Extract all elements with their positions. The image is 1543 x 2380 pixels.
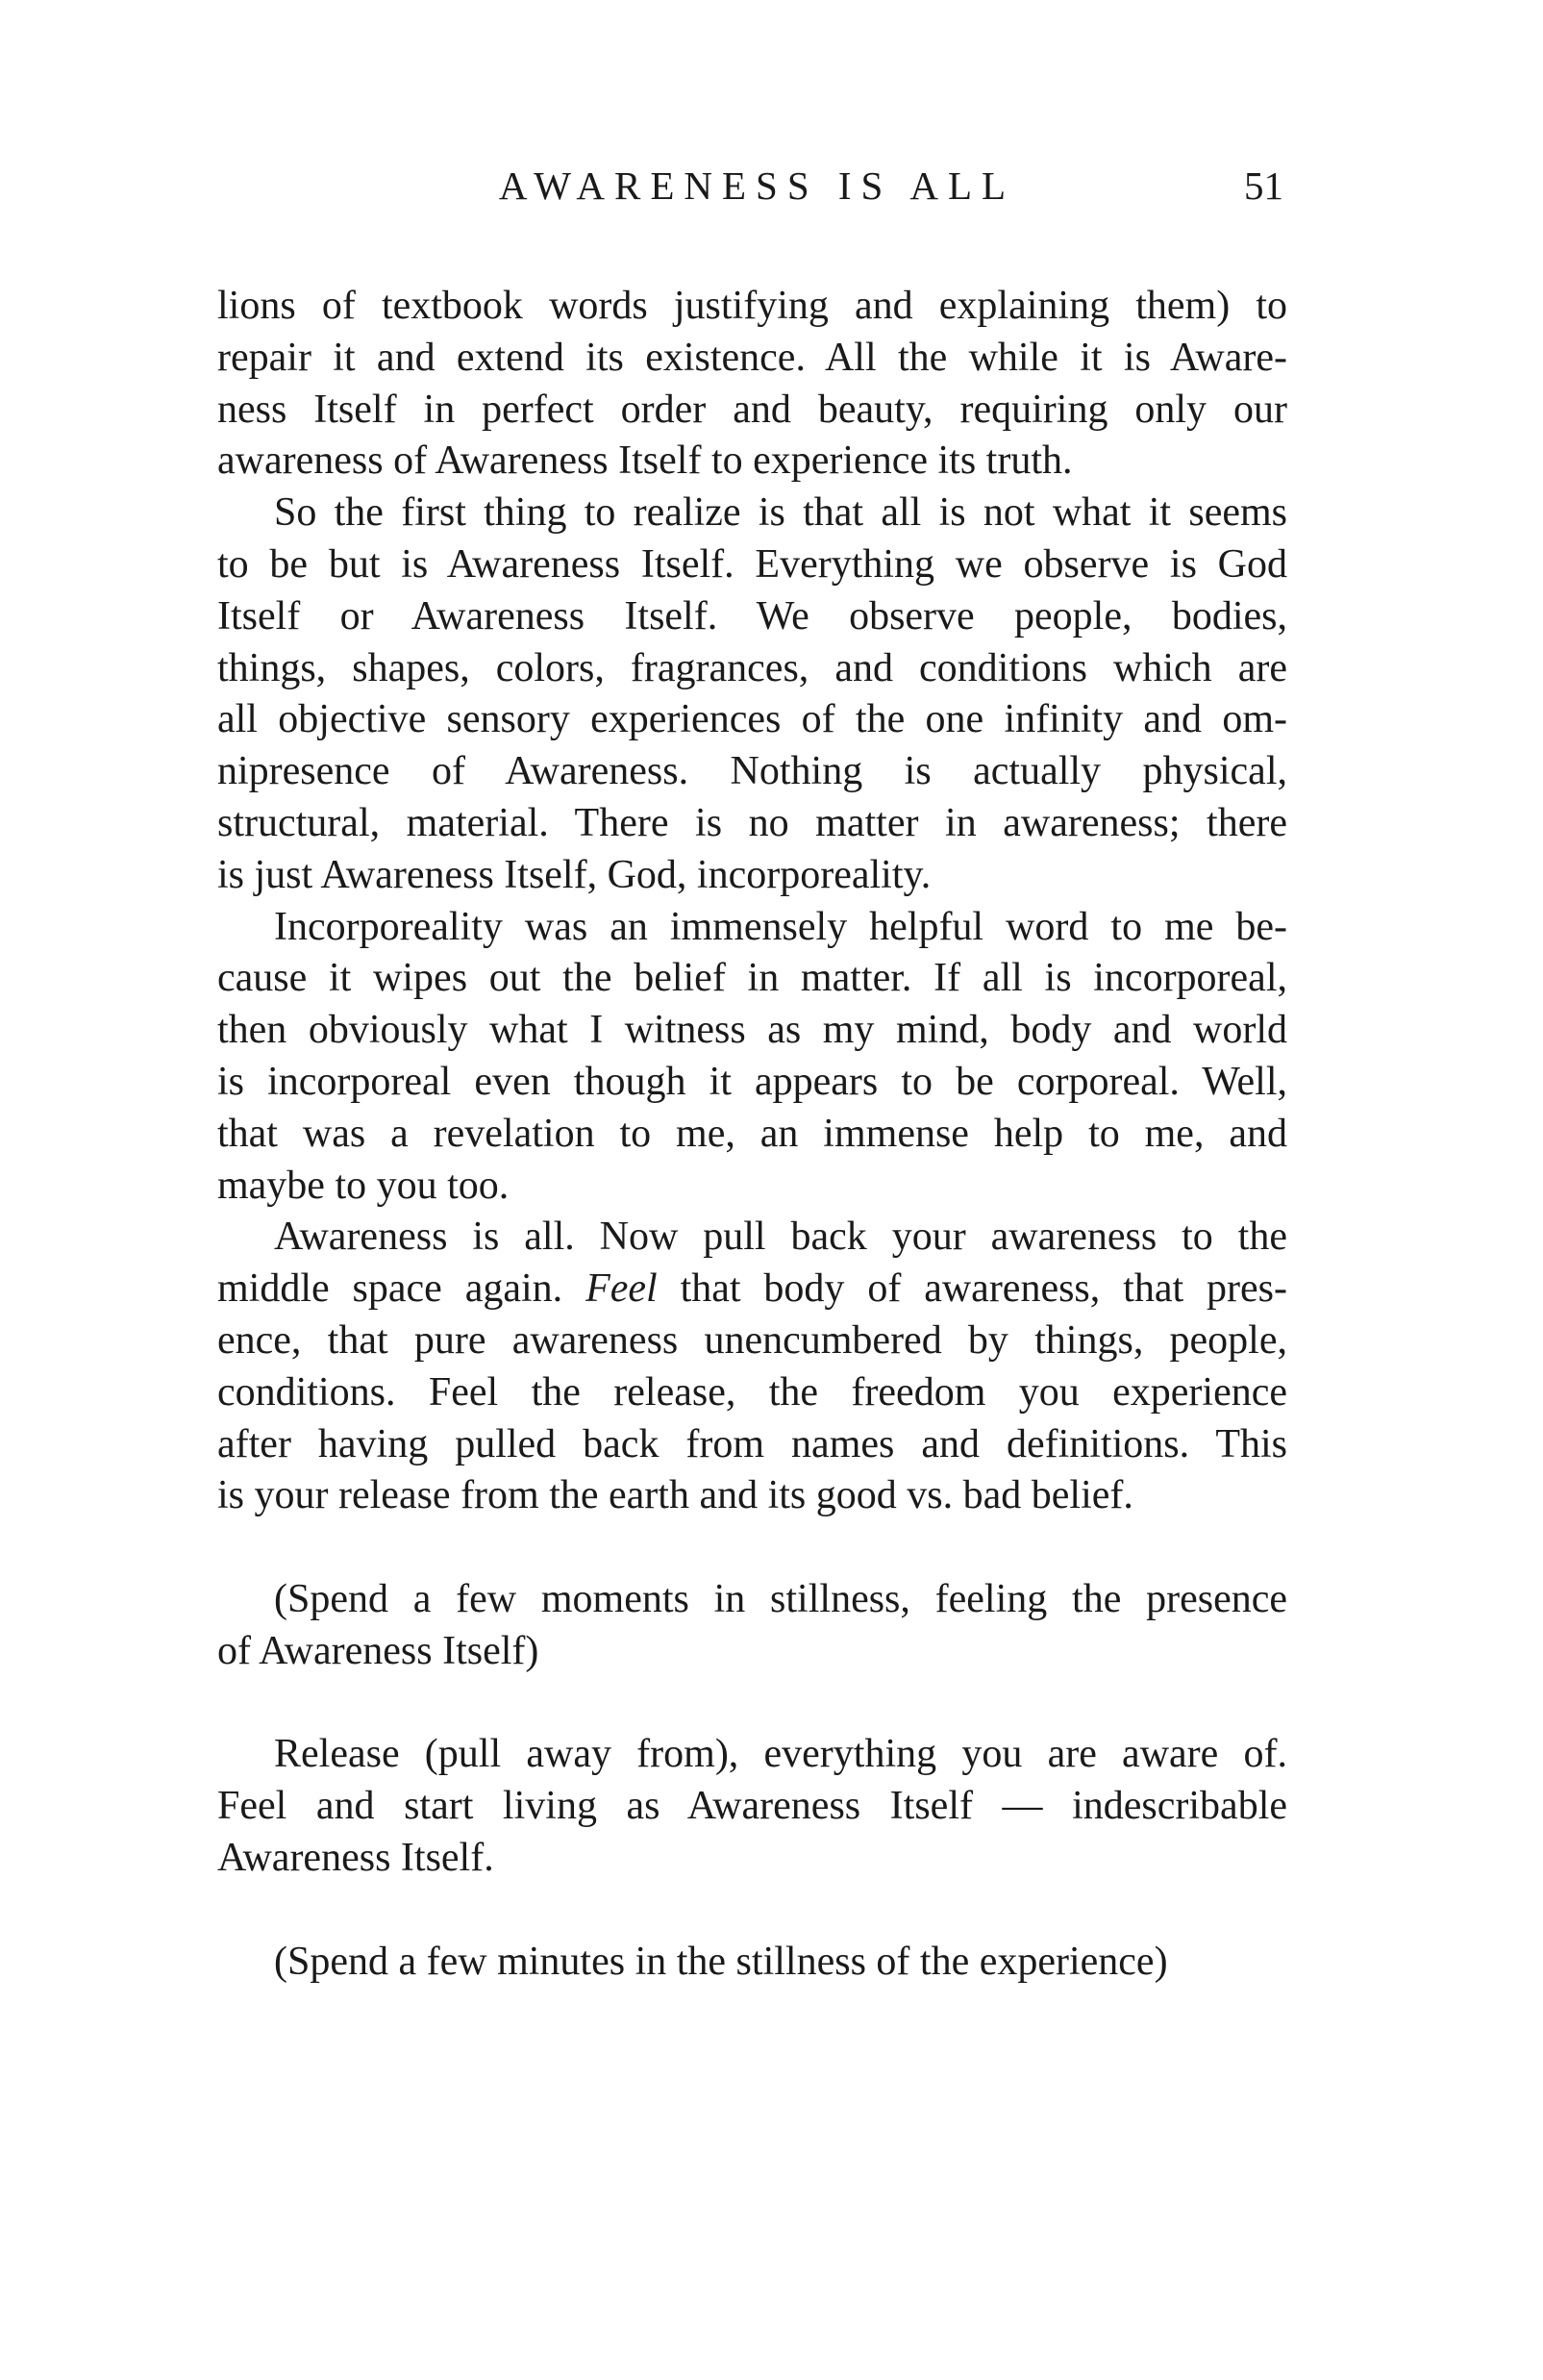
text-line: So the first thing to realize is that all is not what it seems: [274, 490, 1287, 536]
running-title: AWARENESS IS ALL: [498, 163, 1016, 208]
paragraph-1: [217, 281, 1287, 488]
text-span: middle space again.: [217, 1266, 586, 1312]
text-line: awareness of Awareness Itself to experience its truth.: [217, 438, 1073, 484]
text-line: then obviously what I witness as my mind, body and world: [217, 1008, 1287, 1053]
text-line: to be but is Awareness Itself. Everything we observe is God: [217, 541, 1287, 587]
text-line: repair it and extend its existence. All the while it is Aware-: [217, 335, 1287, 380]
text-line: is just Awareness Itself, God, incorporeality.: [217, 852, 932, 897]
text-line: after having pulled back from names and definitions. This: [217, 1421, 1287, 1466]
section-gap: [217, 1678, 1287, 1730]
text-line: Release (pull away from), everything you are aware of.: [274, 1732, 1287, 1777]
text-line: Itself or Awareness Itself. We observe people, bodies,: [217, 593, 1287, 639]
text-line: is your release from the earth and its good vs. bad belief.: [217, 1473, 1133, 1518]
page-number: 51: [1244, 163, 1283, 208]
text-span: that body of awareness, that pres-: [657, 1266, 1288, 1312]
text-line: conditions. Feel the release, the freedom you experience: [217, 1369, 1287, 1415]
text-line: is incorporeal even though it appears to be corporeal. Well,: [217, 1059, 1287, 1104]
paragraph-5: [217, 1574, 1287, 1678]
text-line: that was a revelation to me, an immense help to me, and: [217, 1111, 1287, 1156]
text-line: of Awareness Itself): [217, 1628, 539, 1673]
running-head: [217, 162, 1287, 210]
text-line: structural, material. There is no matter in awareness; there: [217, 800, 1287, 845]
text-line: things, shapes, colors, fragrances, and conditions which are: [217, 645, 1287, 690]
text-line: ence, that pure awareness unencumbered by things, people,: [217, 1317, 1287, 1363]
text-line: Awareness Itself.: [217, 1835, 494, 1880]
text-line: cause it wipes out the belief in matter. If all is incorporeal,: [217, 956, 1287, 1001]
paragraph-4: [217, 1212, 1287, 1522]
section-gap: [217, 1522, 1287, 1574]
paragraph-7: [217, 1937, 1287, 1989]
text-line: (Spend a few minutes in the stillness of the experience): [274, 1939, 1168, 1984]
section-gap: [217, 1885, 1287, 1937]
emphasized-word: Feel: [585, 1266, 658, 1312]
text-line: (Spend a few moments in stillness, feeling the presence: [274, 1576, 1287, 1621]
paragraph-3: [217, 902, 1287, 1213]
text-line: Feel and start living as Awareness Itself — indescribable: [217, 1784, 1287, 1829]
body-text: [217, 281, 1287, 1988]
text-line: maybe to you too.: [217, 1163, 510, 1208]
text-line: lions of textbook words justifying and explaining them) to: [217, 284, 1287, 328]
paragraph-6: [217, 1729, 1287, 1884]
text-line: all objective sensory experiences of the one infinity and om-: [217, 697, 1287, 742]
text-line: [217, 1264, 1287, 1315]
text-line: Incorporeality was an immensely helpful word to me be-: [274, 904, 1287, 949]
text-line: nipresence of Awareness. Nothing is actually physical,: [217, 749, 1287, 794]
text-line: Awareness is all. Now pull back your awareness to the: [274, 1215, 1287, 1260]
paragraph-2: [217, 488, 1287, 901]
text-line: ness Itself in perfect order and beauty, requiring only our: [217, 387, 1287, 432]
